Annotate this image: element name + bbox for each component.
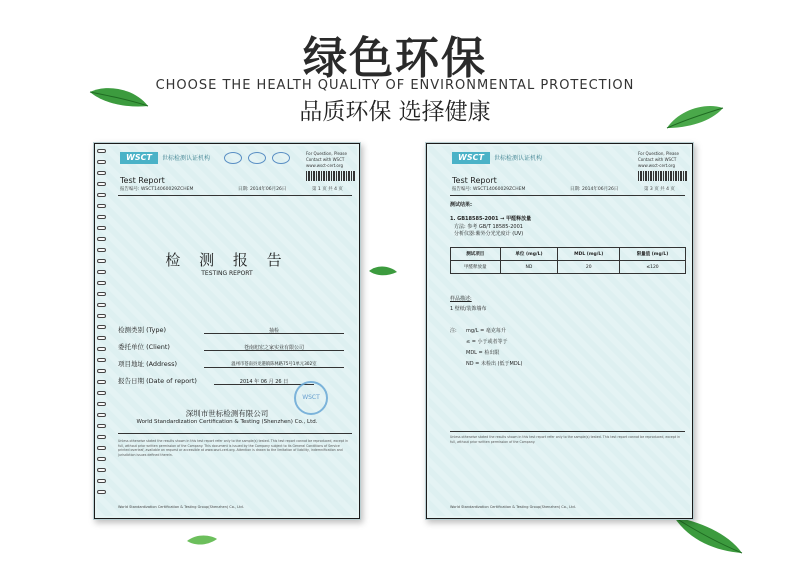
report-title: Test Report <box>452 176 497 185</box>
divider <box>450 195 685 196</box>
contact-info: For Question, Please Contact with WSCT www.wsct-cert.org <box>638 151 679 168</box>
table-header-cell: MDL (mg/L) <box>558 248 620 261</box>
divider <box>118 433 352 434</box>
fine-print: Unless otherwise stated the results shown in this test report refer only to the sample(s) tested. This test report cannot be reproduced, except in full, without prior written permission of the Company. <box>450 435 681 444</box>
table-header-cell: 限量值 (mg/L) <box>620 248 686 261</box>
wsct-logo: WSCT <box>452 152 490 164</box>
leaf-icon <box>185 533 219 547</box>
footer-text: World Standardization Certification & Testing Group(Shenzhen) Co., Ltd. <box>118 505 244 509</box>
divider <box>450 431 685 432</box>
accreditation-badge-icon <box>248 152 266 164</box>
headline-title: 绿色环保 <box>303 33 487 84</box>
report-number: 报告编号: WSCT14060029ZCHEM <box>452 187 526 192</box>
footer-text: World Standardization Certification & Testing Group(Shenzhen) Co., Ltd. <box>450 505 576 509</box>
note-item: MDL = 检出限 <box>466 350 500 356</box>
report-date: 日期: 2014年06月26日 <box>238 187 287 192</box>
test-instrument: 分析仪器:紫外分光光度计 (UV) <box>454 231 524 237</box>
note-item: mg/L = 毫克每升 <box>466 328 506 334</box>
field-address-value: 温州市苍南县龙港镇陈林路75号1单元302室 <box>231 362 317 367</box>
note-item: ≤ = 小于或者等于 <box>466 339 508 345</box>
certificate-results-page <box>425 142 694 520</box>
test-item-title: 1. GB18585-2001 → 甲醛释放量 <box>450 216 532 222</box>
field-line <box>204 367 344 368</box>
barcode-icon <box>306 171 356 181</box>
table-header-cell: 测试项目 <box>451 248 501 261</box>
results-table <box>450 247 686 274</box>
table-cell: 20 <box>558 261 620 274</box>
accreditation-badges <box>224 152 290 164</box>
notes-title: 注: <box>450 328 457 334</box>
leaf-icon <box>665 104 725 130</box>
note-item: ND = 未检出 (低于MDL) <box>466 361 523 367</box>
table-cell: 甲醛释放量 <box>451 261 501 274</box>
fine-print: Unless otherwise stated the results shown in this test report refer only to the sample(s) tested. This test report cannot be reproduced, except in full, without prior written permission of the Company. This document is issued by the Company subject to its General Conditions of Service printed overleaf, available on request or accessible at www.wsct-cert.org. Attention is drawn to the limitation of liability, indemnification and jurisdiction issues defined therein. <box>118 439 349 457</box>
sample-description: 1 壁纸/装饰墙布 <box>450 306 487 312</box>
field-address-label: 项目地址 (Address) <box>118 360 178 368</box>
report-title-cn: 检 测 报 告 <box>165 251 289 269</box>
official-stamp: WSCT <box>294 381 328 415</box>
report-title-en: TESTING REPORT <box>201 270 253 277</box>
sample-label: 样品描述: <box>450 296 472 302</box>
headline-subtitle-en: CHOOSE THE HEALTH QUALITY OF ENVIRONMENTAL PROTECTION <box>155 78 635 93</box>
report-date: 日期: 2014年06月26日 <box>570 187 619 192</box>
leaf-icon <box>672 515 744 555</box>
report-page: 第 1 页 共 4 页 <box>312 187 343 192</box>
leaf-icon <box>368 264 398 278</box>
divider <box>118 195 352 196</box>
accreditation-badge-icon <box>272 152 290 164</box>
report-number: 报告编号: WSCT14060029ZCHEM <box>120 187 194 192</box>
results-section-label: 测试结果: <box>450 202 472 208</box>
certificate-cover <box>93 142 361 520</box>
table-cell: ND <box>500 261 558 274</box>
field-type-label: 检测类别 (Type) <box>118 326 167 334</box>
field-type-value: 抽检 <box>268 328 279 334</box>
accreditation-badge-icon <box>224 152 242 164</box>
table-header-row <box>451 248 686 261</box>
test-method: 方法: 参考 GB/T 18585-2001 <box>454 224 523 230</box>
field-date-value: 2014 年 06 月 26 日 <box>239 379 289 385</box>
table-header-cell: 单位 (mg/L) <box>500 248 558 261</box>
headline-subtitle-cn: 品质环保 选择健康 <box>299 99 491 125</box>
report-title: Test Report <box>120 176 165 185</box>
org-name-cn: 深圳市世标检测有限公司 <box>185 409 269 418</box>
logo-cn-text: 世标检测认证机构 <box>162 155 211 162</box>
binding-spiral <box>97 149 107 517</box>
field-client-label: 委托单位 (Client) <box>118 343 170 351</box>
table-cell: ≤120 <box>620 261 686 274</box>
field-client-value: 苍南旭宏之家实业有限公司 <box>243 345 304 351</box>
field-date-label: 报告日期 (Date of report) <box>118 377 197 385</box>
contact-info: For Question, Please Contact with WSCT www.wsct-cert.org <box>306 151 347 168</box>
table-row <box>451 261 686 274</box>
wsct-logo: WSCT <box>120 152 158 164</box>
leaf-icon <box>88 84 150 110</box>
barcode-icon <box>638 171 688 181</box>
logo-cn-text: 世标检测认证机构 <box>494 155 543 162</box>
org-name-en: World Standardization Certification & Testing (Shenzhen) Co., Ltd. <box>136 419 318 425</box>
report-page: 第 3 页 共 4 页 <box>644 187 675 192</box>
